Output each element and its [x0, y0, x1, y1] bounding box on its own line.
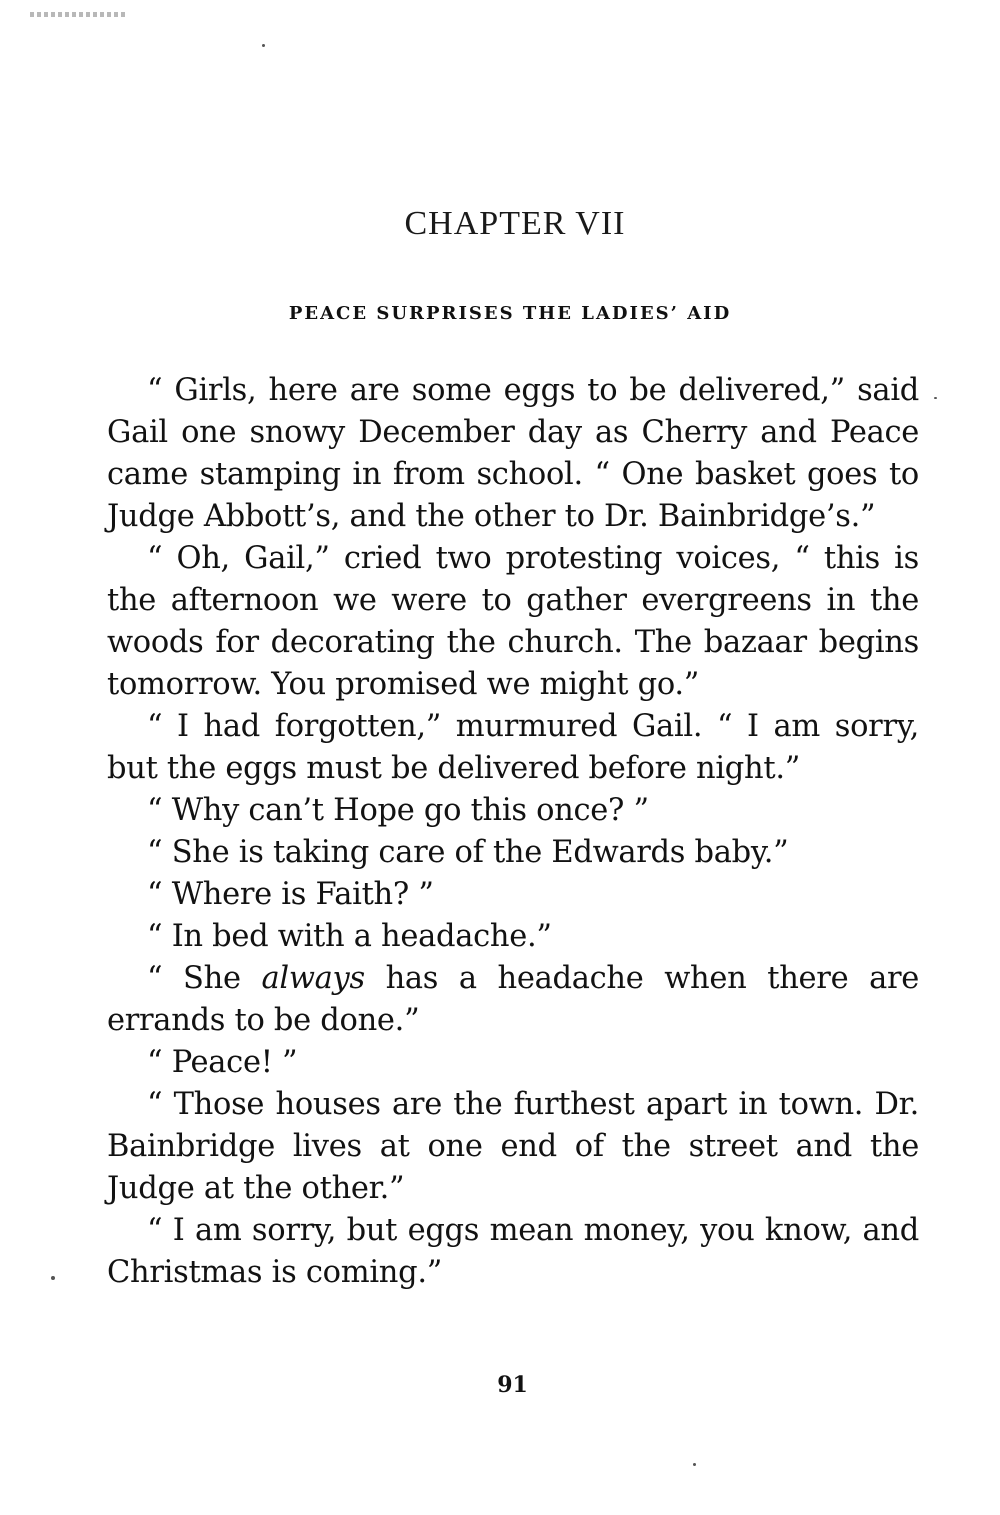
paragraph: “ Peace! ”	[147, 1045, 298, 1080]
scan-artifact	[30, 12, 125, 17]
paragraph: “ Girls, here are some eggs to be delivered,” said Gail one snowy December day as Cherry and Peace came stamping in from school. “ One basket goes to Judge Abbott’s, and the other to Dr. Bainbridge’s.”	[107, 373, 919, 534]
emphasized-word: always	[261, 961, 365, 996]
paragraph-text: has a headache when there are errands to be done.”	[107, 961, 919, 1038]
scan-speck	[51, 1276, 55, 1280]
chapter-title: CHAPTER VII	[404, 205, 626, 242]
paragraph: “ I had forgotten,” murmured Gail. “ I am sorry, but the eggs must be delivered before night.”	[107, 709, 919, 786]
scan-speck	[693, 1463, 696, 1466]
paragraph: “ She is taking care of the Edwards baby.”	[147, 835, 789, 870]
chapter-body	[107, 370, 919, 1294]
chapter-subtitle: PEACE SURPRISES THE LADIES’ AID	[288, 303, 732, 324]
scan-speck	[262, 44, 265, 47]
paragraph	[107, 958, 919, 1042]
paragraph-text: “ She	[147, 961, 262, 996]
page-number: 91	[497, 1372, 528, 1398]
paragraph: “ Oh, Gail,” cried two protesting voices, “ this is the afternoon we were to gather evergreens in the woods for decorating the church. The bazaar begins tomorrow. You promised we might go.”	[107, 541, 919, 702]
scan-speck	[934, 397, 937, 399]
paragraph: “ In bed with a headache.”	[147, 919, 552, 954]
paragraph: “ Those houses are the furthest apart in town. Dr. Bainbridge lives at one end of the street and the Judge at the other.”	[107, 1087, 919, 1206]
paragraph: “ I am sorry, but eggs mean money, you know, and Christmas is coming.”	[107, 1213, 919, 1290]
paragraph: “ Where is Faith? ”	[147, 877, 434, 912]
paragraph: “ Why can’t Hope go this once? ”	[147, 793, 649, 828]
